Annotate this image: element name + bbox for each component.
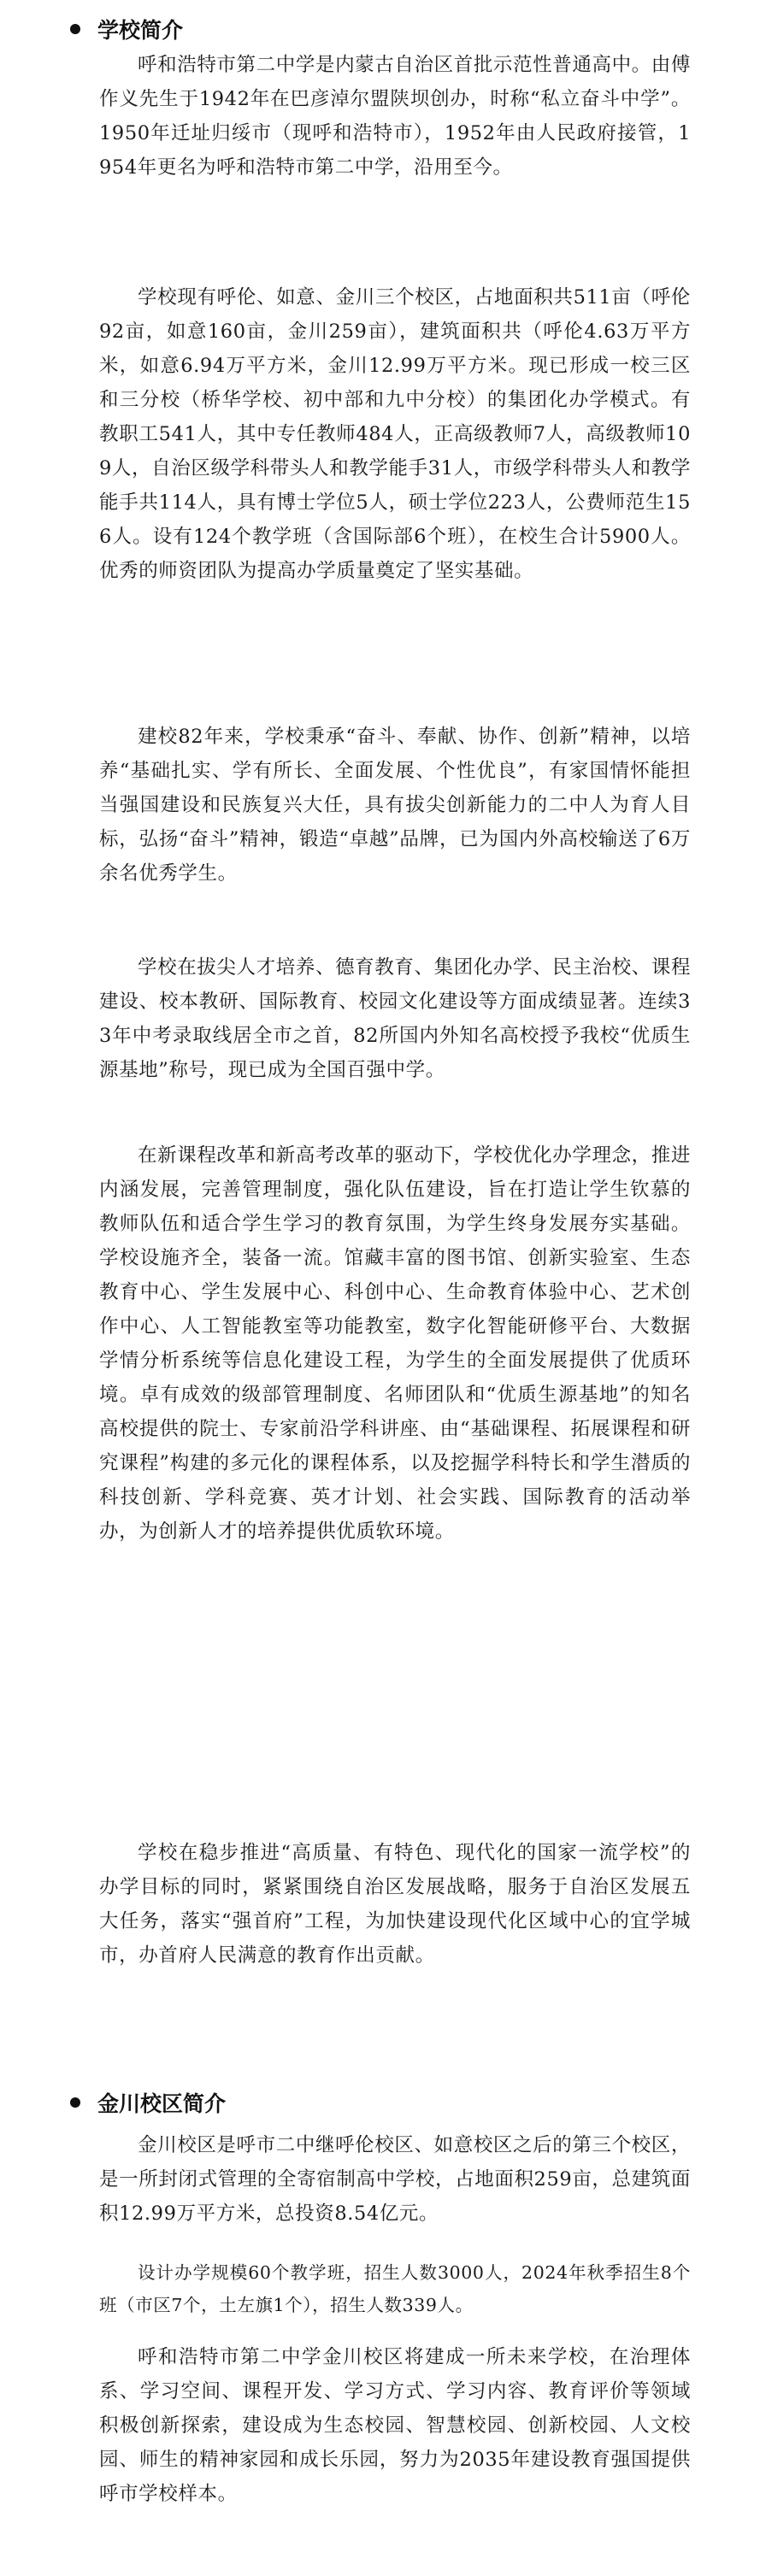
paragraph-founding: 呼和浩特市第二中学是内蒙古自治区首批示范性普通高中。由傅作义先生于1942年在巴彦淖尔盟陕坝创办，时称“私立奋斗中学”。1950年迁址归绥市（现呼和浩特市），1952年由人民政府接管，1954年更名为呼和浩特市第二中学，沿用至今。 [99,54,691,179]
paragraph-jinchuan-future: 呼和浩特市第二中学金川校区将建成一所未来学校，在治理体系、学习空间、课程开发、学习方式、学习内容、教育评价等领域积极创新探索，建设成为生态校园、智慧校园、创新校园、人文校园、师生的精神家园和成长乐园，努力为2035年建设教育强国提供呼市学校样本。 [99,2346,691,2505]
paragraph-reform-facilities: 在新课程改革和新高考改革的驱动下，学校优化办学理念，推进内涵发展，完善管理制度，强化队伍建设，旨在打造让学生钦慕的教师队伍和适合学生学习的教育氛围，为学生终身发展夯实基础。学校设施齐全，装备一流。馆藏丰富的图书馆、创新实验室、生态教育中心、学生发展中心、科创中心、生命教育体验中心、艺术创作中心、人工智能教室等功能教室，数字化智能研修平台、大数据学情分析系统等信息化建设工程，为学生的全面发展提供了优质环境。卓有成效的级部管理制度、名师团队和“优质生源基地”的知名高校提供的院士、专家前沿学科讲座、由“基础课程、拓展课程和研究课程”构建的多元化的课程体系，以及挖掘学科特长和学生潜质的科技创新、学科竞赛、英才计划、社会实践、国际教育的活动举办，为创新人才的培养提供优质软环境。 [99,1144,691,1543]
paragraph-jinchuan-overview: 金川校区是呼市二中继呼伦校区、如意校区之后的第三个校区，是一所封闭式管理的全寄宿制高中学校，占地面积259亩，总建筑面积12.99万平方米，总投资8.54亿元。 [99,2134,691,2225]
bullet-icon [70,2097,80,2108]
paragraph-achievements: 学校在拔尖人才培养、德育教育、集团化办学、民主治校、课程建设、校本教研、国际教育、校园文化建设等方面成绩显著。连续33年中考录取线居全市之首，82所国内外知名高校授予我校“优质生源基地”称号，现已成为全国百强中学。 [99,956,691,1081]
section-heading-jinchuan-intro [70,2085,226,2120]
section-heading-text: 金川校区简介 [97,2091,227,2116]
paragraph-jinchuan-enrollment: 设计办学规模60个教学班，招生人数3000人，2024年秋季招生8个班（市区7个，土左旗1个），招生人数339人。 [99,2262,691,2315]
paragraph-campuses-staff: 学校现有呼伦、如意、金川三个校区，占地面积共511亩（呼伦92亩，如意160亩，金川259亩），建筑面积共（呼伦4.63万平方米，如意6.94万平方米，金川12.99万平方米。现已形成一校三区和三分校（桥华学校、初中部和九中分校）的集团化办学模式。有教职工541人，其中专任教师484人，正高级教师7人，高级教师109人，自治区级学科带头人和教学能手31人，市级学科带头人和教学能手共114人，具有博士学位5人，硕士学位223人，公费师范生156人。设有124个教学班（含国际部6个班），在校生合计5900人。优秀的师资团队为提高办学质量奠定了坚实基础。 [99,286,691,582]
bullet-icon [70,24,80,34]
paragraph-school-spirit: 建校82年来，学校秉承“奋斗、奉献、协作、创新”精神，以培养“基础扎实、学有所长、全面发展、个性优良”，有家国情怀能担当强国建设和民族复兴大任，具有拔尖创新能力的二中人为育人目标，弘扬“奋斗”精神，锻造“卓越”品牌，已为国内外高校输送了6万余名优秀学生。 [99,726,691,885]
section-heading-text: 学校简介 [97,18,184,43]
paragraph-goals: 学校在稳步推进“高质量、有特色、现代化的国家一流学校”的办学目标的同时，紧紧围绕自治区发展战略，服务于自治区发展五大任务，落实“强首府”工程，为加快建设现代化区域中心的宜学城市，办首府人民满意的教育作出贡献。 [99,1842,691,1967]
section-heading-school-intro [70,12,183,46]
